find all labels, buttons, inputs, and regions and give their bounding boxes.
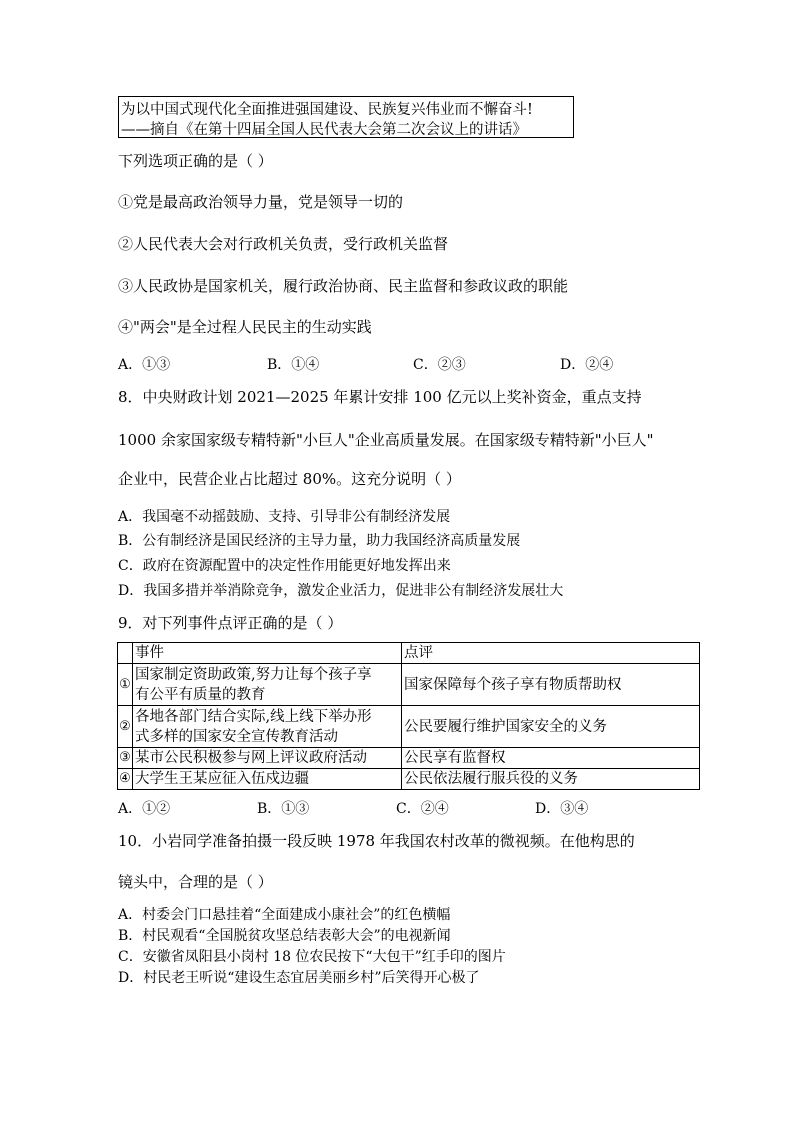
row-event — [133, 706, 402, 748]
table-row — [118, 769, 700, 790]
q7-option-c: C．②③ — [413, 357, 466, 373]
row-num: ③ — [118, 748, 133, 769]
q9-option-a: A．①② — [118, 801, 171, 817]
row-comment: 公民要履行维护国家安全的义务 — [402, 706, 700, 748]
q7-option-b: B．①④ — [267, 357, 320, 373]
table-row — [118, 706, 700, 748]
table-header-row — [118, 643, 700, 664]
row-event-line-1: 国家制定资助政策,努力让每个孩子享 — [135, 666, 372, 683]
q7-statement-4: ④"两会"是全过程人民民主的生动实践 — [118, 318, 372, 336]
q8-line-1: 8．中央财政计划 2021—2025 年累计安排 100 亿元以上奖补资金，重点支持 — [118, 388, 642, 406]
row-event-line-2: 式多样的国家安全宣传教育活动 — [135, 728, 338, 745]
table-header-comment: 点评 — [402, 643, 700, 664]
q9-prompt: 9．对下列事件点评正确的是（ ） — [118, 614, 343, 632]
row-comment: 国家保障每个孩子享有物质帮助权 — [402, 664, 700, 706]
q7-option-a: A．①③ — [118, 357, 171, 373]
row-comment: 公民享有监督权 — [402, 748, 700, 769]
q8-option-a: A．我国毫不动摇鼓励、支持、引导非公有制经济发展 — [118, 509, 451, 525]
row-event — [133, 664, 402, 706]
q9-option-c: C．②④ — [396, 801, 449, 817]
q10-option-c: C．安徽省凤阳县小岗村 18 位农民按下“大包干”红手印的图片 — [118, 949, 506, 965]
table-row — [118, 664, 700, 706]
table-row — [118, 748, 700, 769]
row-event-line-2: 有公平有质量的教育 — [135, 686, 266, 703]
q8-line-2: 1000 余家国家级专精特新"小巨人"企业高质量发展。在国家级专精特新"小巨人" — [118, 431, 654, 449]
quote-line-1: 为以中国式现代化全面推进强国建设、民族复兴伟业而不懈奋斗! — [121, 102, 533, 118]
q7-prompt: 下列选项正确的是（ ） — [118, 152, 273, 170]
quote-line-2: ——摘自《在第十四届全国人民代表大会第二次会议上的讲话》 — [121, 122, 527, 138]
q7-option-d: D．②④ — [560, 357, 614, 373]
q9-event-table — [117, 642, 700, 790]
row-num: ② — [118, 706, 133, 748]
row-num: ④ — [118, 769, 133, 790]
row-comment: 公民依法履行服兵役的义务 — [402, 769, 700, 790]
quote-box — [118, 96, 574, 138]
q8-option-c: C．政府在资源配置中的决定性作用能更好地发挥出来 — [118, 558, 451, 574]
q7-statement-3: ③人民政协是国家机关，履行政治协商、民主监督和参政议政的职能 — [118, 277, 569, 295]
table-header-num — [118, 643, 133, 664]
row-event: 某市公民积极参与网上评议政府活动 — [133, 748, 402, 769]
row-num: ① — [118, 664, 133, 706]
q8-option-d: D．我国多措并举消除竞争，激发企业活力，促进非公有制经济发展壮大 — [118, 583, 564, 599]
q10-option-b: B．村民观看“全国脱贫攻坚总结表彰大会”的电视新闻 — [118, 928, 451, 944]
q7-statement-1: ①党是最高政治领导力量，党是领导一切的 — [118, 193, 404, 211]
q8-option-b: B．公有制经济是国民经济的主导力量，助力我国经济高质量发展 — [118, 533, 521, 549]
q10-option-d: D．村民老王听说“建设生态宜居美丽乡村”后笑得开心极了 — [118, 970, 480, 986]
q9-option-b: B．①③ — [257, 801, 310, 817]
q10-option-a: A．村委会门口悬挂着“全面建成小康社会”的红色横幅 — [118, 907, 451, 923]
q9-option-d: D．③④ — [535, 801, 589, 817]
row-event: 大学生王某应征入伍戍边疆 — [133, 769, 402, 790]
q10-line-1: 10．小岩同学准备拍摄一段反映 1978 年我国农村改革的微视频。在他构思的 — [118, 832, 635, 850]
row-event-line-1: 各地各部门结合实际,线上线下举办形 — [135, 708, 372, 725]
q10-line-2: 镜头中，合理的是（ ） — [118, 873, 273, 891]
q8-line-3: 企业中，民营企业占比超过 80%。这充分说明（ ） — [118, 470, 461, 488]
q7-statement-2: ②人民代表大会对行政机关负责，受行政机关监督 — [118, 235, 449, 253]
table-header-event: 事件 — [133, 643, 402, 664]
